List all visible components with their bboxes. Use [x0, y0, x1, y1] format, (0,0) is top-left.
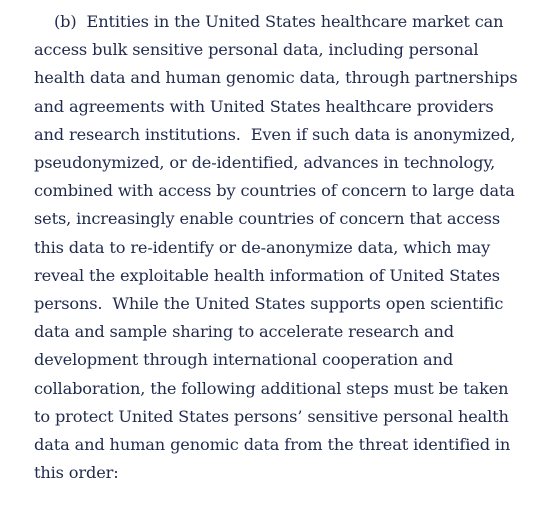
paragraph-line: and agreements with United States healthcare providers [34, 96, 494, 116]
paragraph-line: reveal the exploitable health information of United States [34, 265, 500, 285]
paragraph-line: data and sample sharing to accelerate research and [34, 322, 455, 342]
paragraph-line: to protect United States persons’ sensitive personal health [34, 406, 509, 426]
paragraph-line: and research institutions. Even if such data is anonymized, [34, 124, 516, 144]
paragraph-line: collaboration, the following additional steps must be taken [34, 378, 509, 398]
paragraph-line: this data to re-identify or de-anonymize data, which may [34, 237, 491, 257]
paragraph-line: persons. While the United States supports open scientific [34, 294, 504, 314]
paragraph-line: this order: [34, 463, 119, 483]
paragraph-line: combined with access by countries of concern to large data [34, 181, 515, 201]
paragraph-b [0, 8, 543, 487]
paragraph-line: access bulk sensitive personal data, including personal [34, 40, 479, 60]
paragraph-line: data and human genomic data from the threat identified in [34, 435, 511, 455]
paragraph-line: (b) Entities in the United States healthcare market can [54, 12, 504, 31]
paragraph-line: development through international cooperation and [34, 350, 454, 370]
paragraph-line: health data and human genomic data, through partnerships [34, 68, 518, 88]
paragraph-line: sets, increasingly enable countries of concern that access [34, 209, 500, 229]
paragraph-line: pseudonymized, or de-identified, advances in technology, [34, 153, 496, 173]
